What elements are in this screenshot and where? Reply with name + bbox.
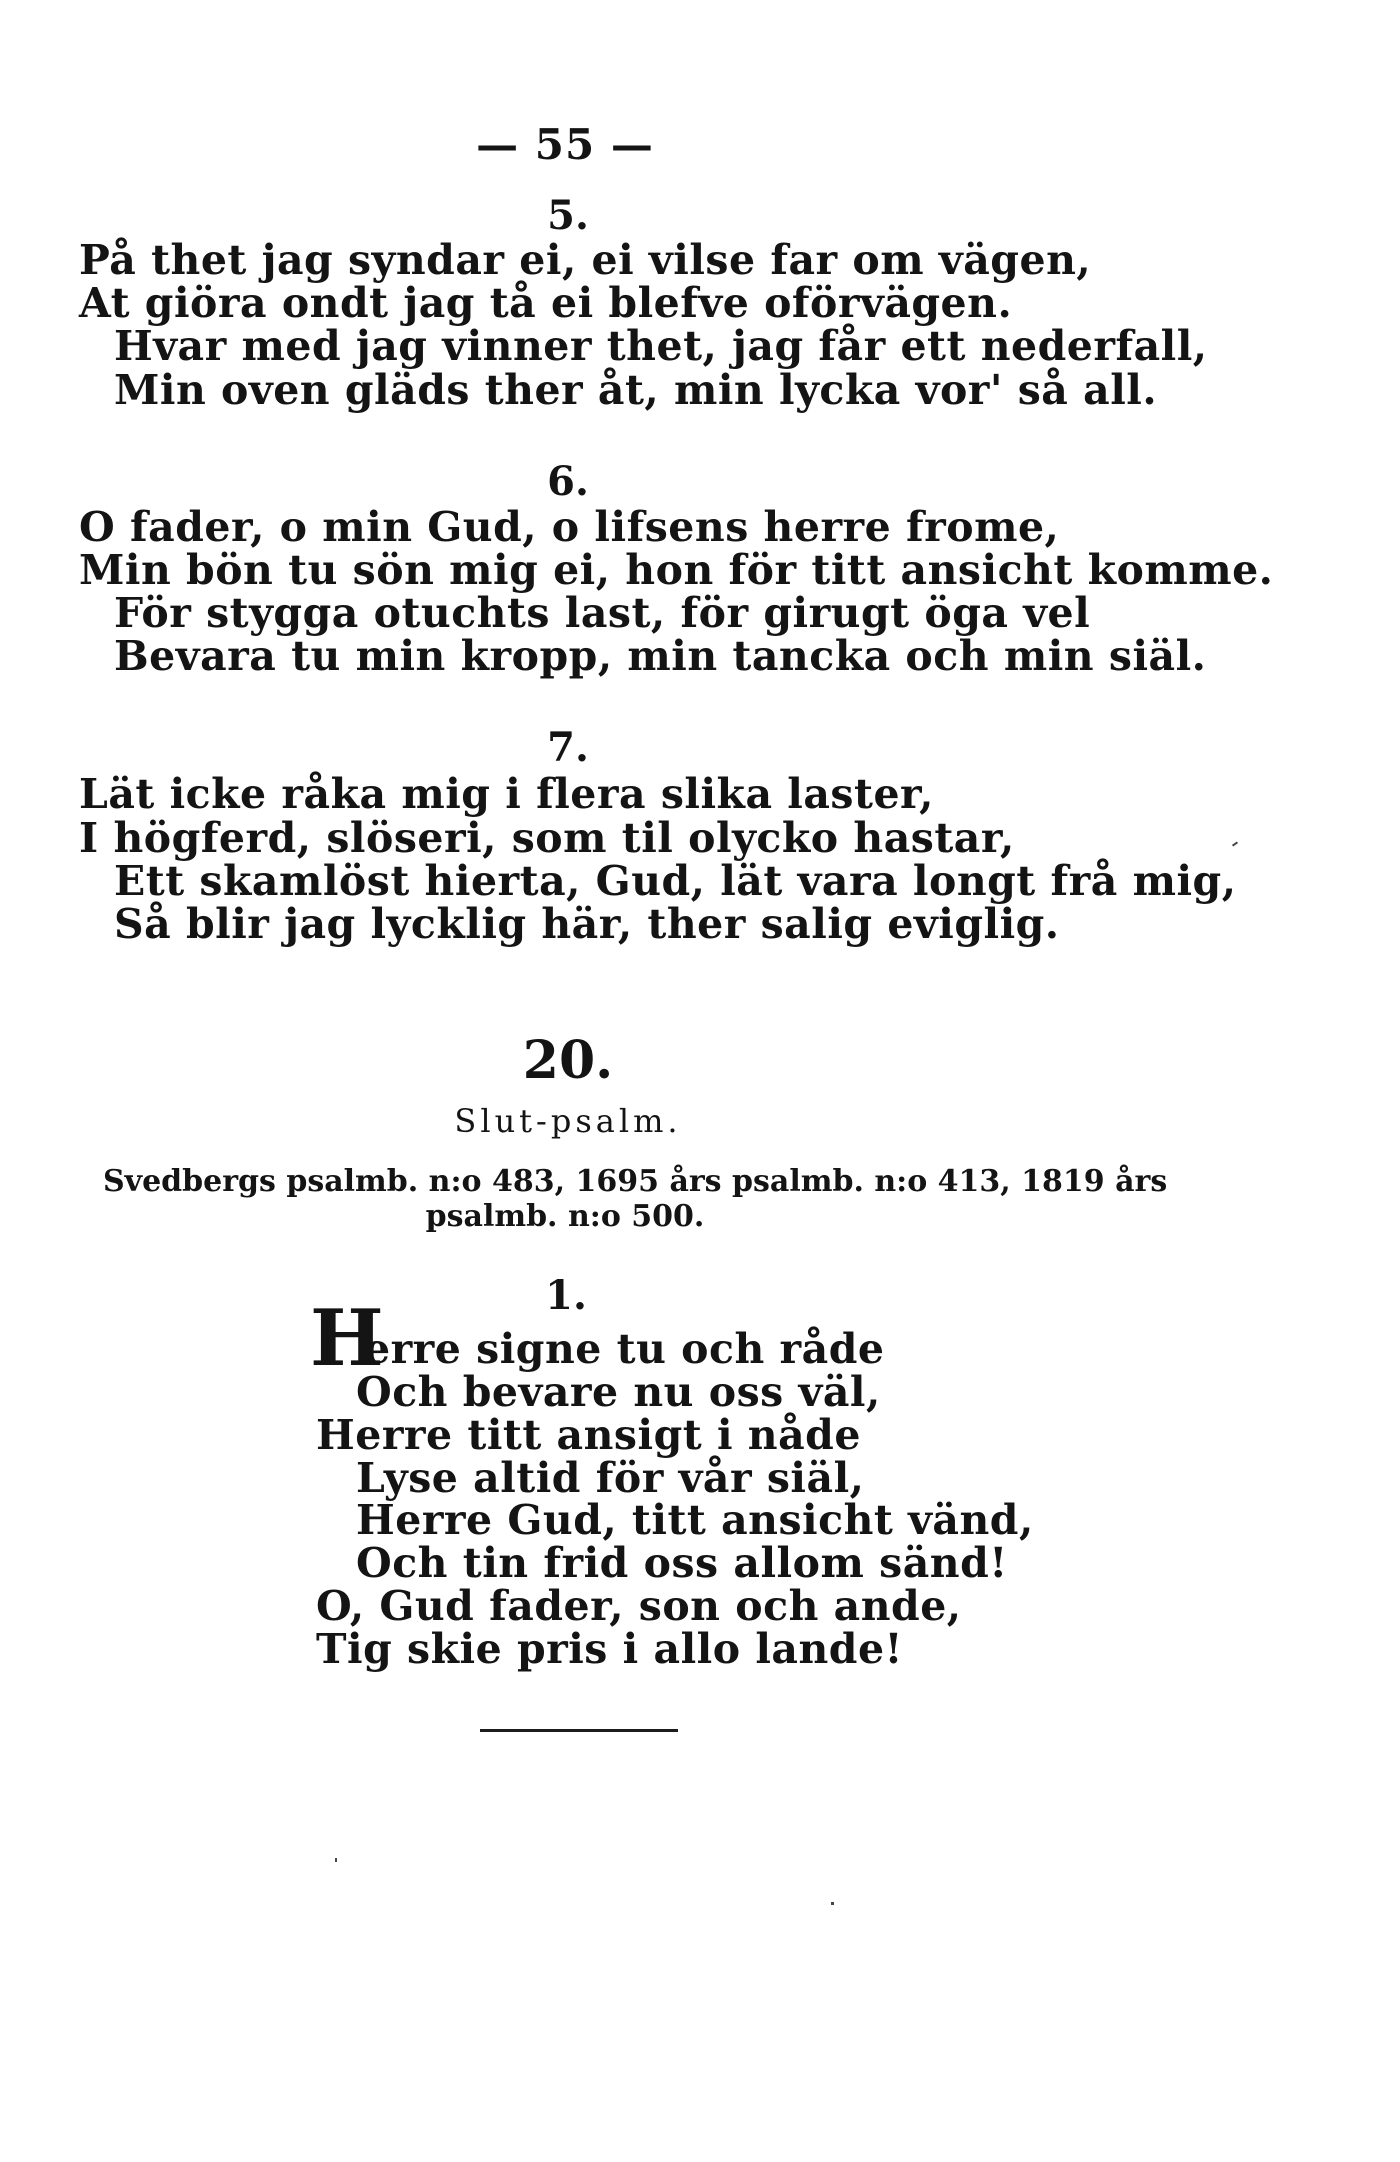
verse-line: Min oven gläds ther åt, min lycka vor' så all. <box>114 366 1158 414</box>
scan-mark <box>831 1902 834 1905</box>
hymn-line: Herre Gud, titt ansicht vänd, <box>356 1496 1034 1544</box>
verse-line: At giöra ondt jag tå ei blefve oförvägen. <box>79 279 1013 327</box>
stanza-number: 7. <box>547 724 589 771</box>
verse-line: Ett skamlöst hierta, Gud, lät vara longt frå mig, <box>114 857 1237 905</box>
hymn-line: Och bevare nu oss väl, <box>356 1368 881 1416</box>
verse-line: I högferd, slöseri, som til olycko hastar, <box>79 814 1015 862</box>
scan-mark <box>335 1858 337 1862</box>
hymn-line: Herre titt ansigt i nåde <box>316 1411 861 1459</box>
verse-line: Så blir jag lycklig här, ther salig eviglig. <box>114 900 1060 948</box>
hymn-line: Och tin frid oss allom sänd! <box>356 1539 1008 1587</box>
verse-line: Hvar med jag vinner thet, jag får ett nederfall, <box>114 322 1208 370</box>
verse-line: För stygga otuchts last, för girugt öga vel <box>114 589 1091 637</box>
hymn-line: Lyse altid för vår siäl, <box>356 1454 865 1502</box>
verse-number: 1. <box>545 1272 587 1319</box>
hymn-source: Svedbergs psalmb. n:o 483, 1695 års psalmb. n:o 413, 1819 års <box>103 1164 1168 1199</box>
verse-line: Bevara tu min kropp, min tancka och min siäl. <box>114 632 1207 680</box>
verse-line: O fader, o min Gud, o lifsens herre frome, <box>79 503 1060 551</box>
page-number: — 55 — <box>476 120 654 169</box>
verse-line: Lät icke råka mig i flera slika laster, <box>79 770 934 818</box>
stanza-number: 6. <box>547 458 589 505</box>
drop-cap: H <box>310 1293 384 1384</box>
verse-line: Min bön tu sön mig ei, hon för titt ansicht komme. <box>79 546 1274 594</box>
verse-line: På thet jag syndar ei, ei vilse far om vägen, <box>79 236 1092 284</box>
scan-mark <box>1232 841 1238 846</box>
closing-rule <box>480 1729 678 1732</box>
stanza-number: 5. <box>547 192 589 239</box>
hymn-line: Tig skie pris i allo lande! <box>316 1625 904 1673</box>
hymn-line: erre signe tu och råde <box>364 1325 885 1373</box>
hymn-source: psalmb. n:o 500. <box>425 1199 705 1234</box>
hymn-subtitle: Slut-psalm. <box>454 1102 682 1140</box>
hymn-number: 20. <box>522 1030 614 1091</box>
hymn-line: O, Gud fader, son och ande, <box>316 1582 962 1630</box>
